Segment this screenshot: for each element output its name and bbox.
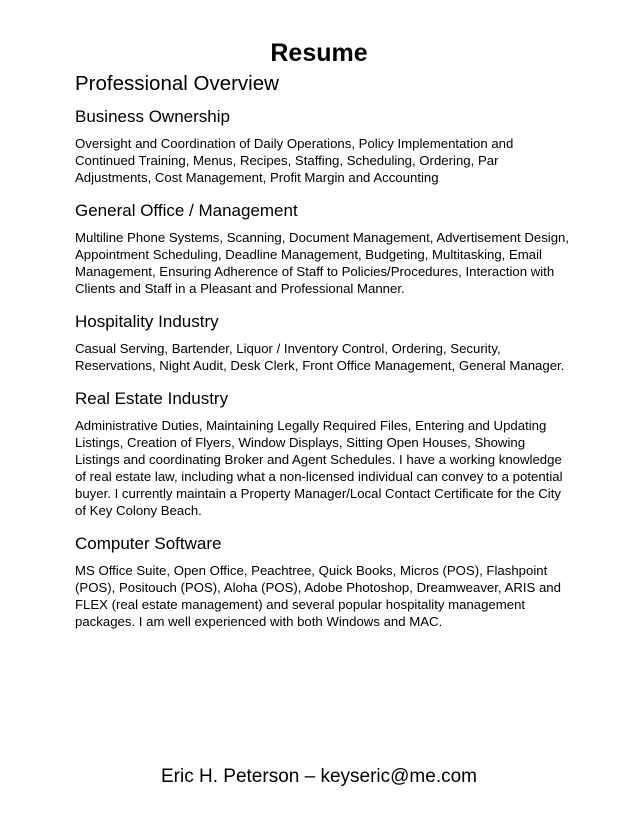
document-title: Resume [270,39,368,67]
section-hospitality [75,311,570,374]
section-heading: Business Ownership [75,107,230,126]
section-heading: Real Estate Industry [75,389,229,408]
section-heading: General Office / Management [75,201,298,220]
section-body: Casual Serving, Bartender, Liquor / Inventory Control, Ordering, Security, Reservations, Night Audit, Desk Clerk, Front Office Management, General Manager. [75,341,565,373]
section-real-estate [75,388,570,519]
section-heading: Hospitality Industry [75,312,219,331]
section-body: Administrative Duties, Maintaining Legally Required Files, Entering and Updating Listings, Creation of Flyers, Window Displays, Sitting Open Houses, Showing Listings and coordinating Broker and Agent Schedules. I have a working knowledge of real estate law, including what a non-licensed individual can convey to a potential buyer. I currently maintain a Property Manager/Local Contact Certificate for the City of Key Colony Beach. [75,418,563,518]
section-body: Oversight and Coordination of Daily Operations, Policy Implementation and Continued Training, Menus, Recipes, Staffing, Scheduling, Ordering, Par Adjustments, Cost Management, Profit Margin and Accounting [75,136,514,185]
section-computer-software [75,533,570,630]
section-business-ownership [75,106,570,186]
resume-content [75,106,570,644]
section-heading: Computer Software [75,534,222,553]
section-body: MS Office Suite, Open Office, Peachtree, Quick Books, Micros (POS), Flashpoint (POS), Positouch (POS), Aloha (POS), Adobe Photoshop, Dreamweaver, ARIS and FLEX (real estate management) and several popular hospitality management packages. I am well experienced with both Windows and MAC. [75,563,561,629]
contact-footer: Eric H. Peterson – keyseric@me.com [161,766,477,787]
section-body: Multiline Phone Systems, Scanning, Document Management, Advertisement Design, Appointment Scheduling, Deadline Management, Budgeting, Multitasking, Email Management, Ensuring Adherence of Staff to Policies/Procedures, Interaction with Clients and Staff in a Pleasant and Professional Manner. [75,230,570,296]
section-general-office [75,200,570,297]
overview-heading: Professional Overview [75,72,279,95]
